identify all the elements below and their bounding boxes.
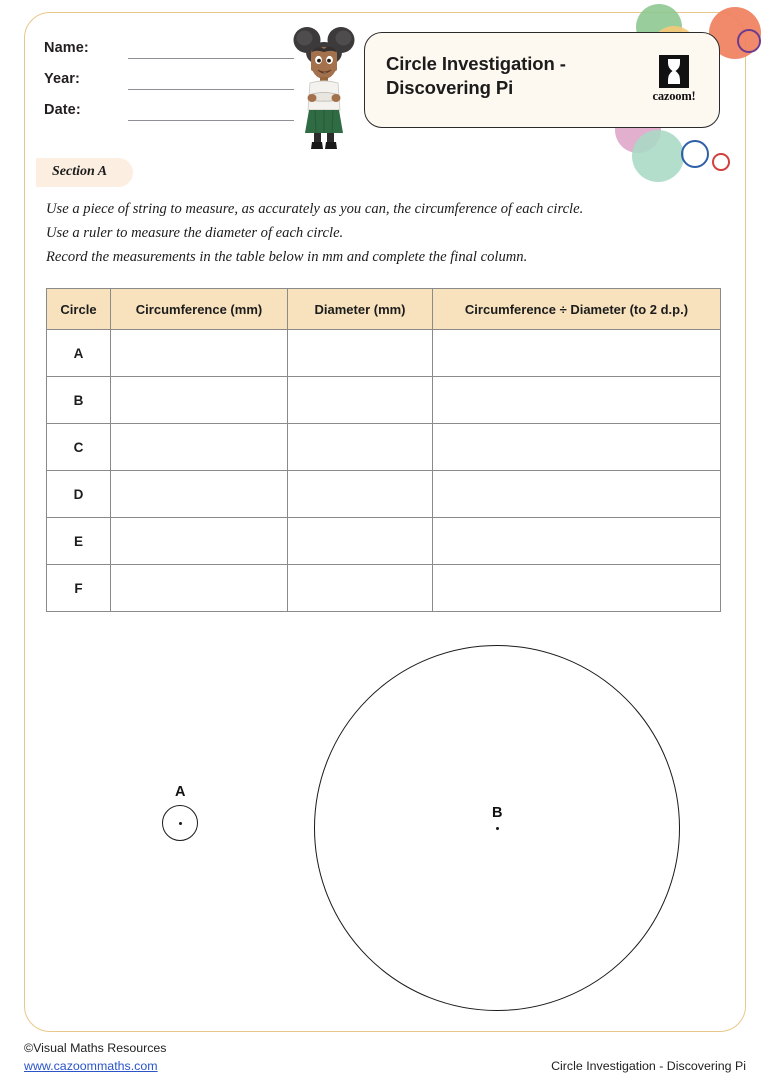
- circle-figures-area: [46, 618, 720, 1018]
- year-label: Year:: [44, 71, 80, 87]
- cell-ratio-input[interactable]: [433, 424, 721, 471]
- name-label: Name:: [44, 40, 89, 56]
- cell-circumference-input[interactable]: [111, 424, 288, 471]
- instructions-block: [46, 198, 706, 269]
- name-write-line[interactable]: [128, 58, 294, 59]
- cell-circumference-input[interactable]: [111, 471, 288, 518]
- cell-ratio-input[interactable]: [433, 518, 721, 565]
- red-ring-decoration-icon: [712, 153, 730, 171]
- table-row: [47, 471, 721, 518]
- circle-center-dot-a: [179, 822, 182, 825]
- cell-diameter-input[interactable]: [288, 424, 433, 471]
- column-header-circle: Circle: [47, 289, 111, 330]
- column-header-circumference: Circumference (mm): [111, 289, 288, 330]
- table-row: [47, 518, 721, 565]
- purple-ring-decoration-icon: [737, 29, 761, 53]
- cell-ratio-input[interactable]: [433, 471, 721, 518]
- cell-diameter-input[interactable]: [288, 518, 433, 565]
- cazoom-logo: [645, 55, 703, 107]
- cell-circle-label: F: [47, 565, 111, 612]
- cell-ratio-input[interactable]: [433, 565, 721, 612]
- cell-diameter-input[interactable]: [288, 565, 433, 612]
- date-field-row: [44, 100, 294, 131]
- footer-sheet-name: Circle Investigation - Discovering Pi: [551, 1059, 746, 1073]
- cell-circumference-input[interactable]: [111, 518, 288, 565]
- circle-label-b: B: [492, 805, 503, 821]
- section-heading: Section A: [36, 158, 133, 187]
- cell-ratio-input[interactable]: [433, 377, 721, 424]
- date-label: Date:: [44, 102, 81, 118]
- table-row: [47, 377, 721, 424]
- table-row: [47, 565, 721, 612]
- copyright-text: ©Visual Maths Resources: [24, 1041, 167, 1055]
- cazoom-vase-logo-icon: [659, 55, 689, 88]
- circle-center-dot-b: [496, 827, 499, 830]
- teal-blob-decoration-icon: [632, 130, 684, 182]
- table-row: [47, 424, 721, 471]
- website-link[interactable]: www.cazoommaths.com: [24, 1058, 158, 1073]
- page-footer: [24, 1040, 746, 1080]
- cell-circle-label: E: [47, 518, 111, 565]
- cell-circle-label: A: [47, 330, 111, 377]
- year-field-row: [44, 69, 294, 100]
- circle-label-a: A: [175, 784, 186, 800]
- table-header-row: [47, 289, 721, 330]
- cell-circumference-input[interactable]: [111, 565, 288, 612]
- year-write-line[interactable]: [128, 89, 294, 90]
- page-title: Circle Investigation - Discovering Pi: [386, 53, 566, 99]
- date-write-line[interactable]: [128, 120, 294, 121]
- cazoom-wordmark: cazoom!: [652, 89, 696, 103]
- table-row: [47, 330, 721, 377]
- column-header-diameter: Diameter (mm): [288, 289, 433, 330]
- student-info-block: [44, 38, 294, 131]
- blue-ring-decoration-icon: [681, 140, 709, 168]
- instruction-line: Use a piece of string to measure, as accurately as you can, the circumference of each circle.: [46, 201, 584, 217]
- cell-circumference-input[interactable]: [111, 377, 288, 424]
- footer-credits: [24, 1040, 167, 1076]
- worksheet-title-panel: [364, 32, 720, 128]
- cell-circumference-input[interactable]: [111, 330, 288, 377]
- cell-diameter-input[interactable]: [288, 377, 433, 424]
- cell-diameter-input[interactable]: [288, 471, 433, 518]
- measurements-table: [46, 288, 721, 612]
- instruction-line: Use a ruler to measure the diameter of each circle.: [46, 224, 344, 241]
- cell-diameter-input[interactable]: [288, 330, 433, 377]
- cell-circle-label: D: [47, 471, 111, 518]
- cell-ratio-input[interactable]: [433, 330, 721, 377]
- cell-circle-label: C: [47, 424, 111, 471]
- column-header-ratio: Circumference ÷ Diameter (to 2 d.p.): [433, 289, 721, 330]
- cell-circle-label: B: [47, 377, 111, 424]
- instruction-line: Record the measurements in the table below in mm and complete the final column.: [46, 248, 528, 265]
- student-girl-illustration-icon: [288, 18, 360, 150]
- name-field-row: [44, 38, 294, 69]
